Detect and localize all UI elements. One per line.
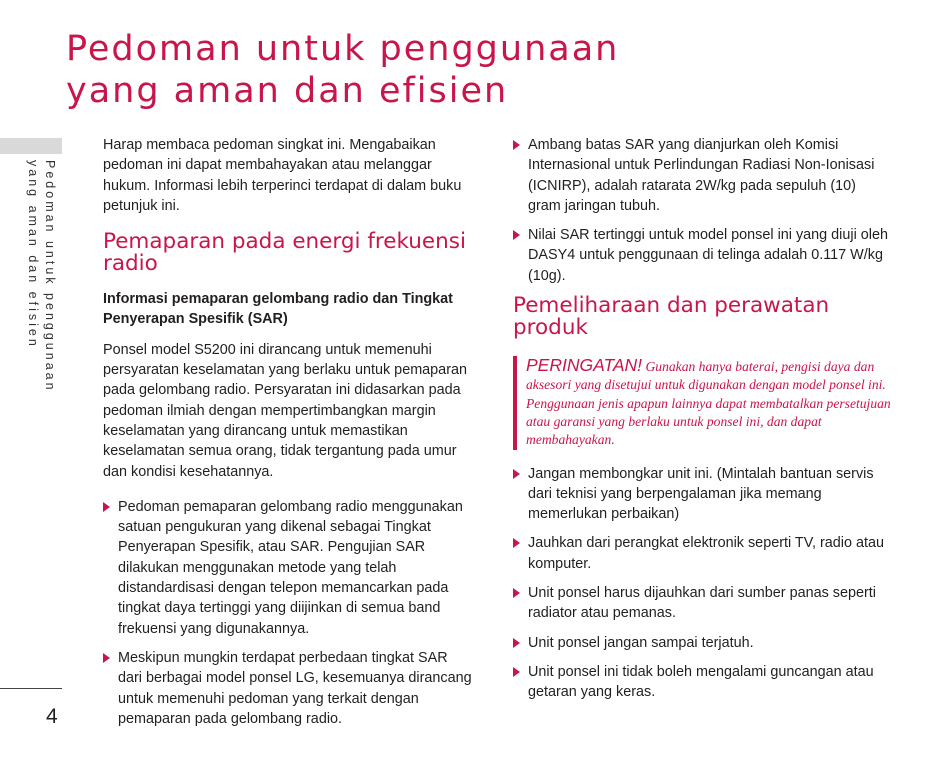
body-paragraph: Ponsel model S5200 ini dirancang untuk memenuhi persyaratan keselamatan yang berlaku untuk pemaparan pada gelombang radio. Persyaratan ini didasarkan pada pedoman ilmiah dengan mempertimbangkan margin keselamatan yang dirancang untuk memastikan keselamatan semua orang, tidak tergantung pada umur dan kondisi kesehatannya. xyxy=(103,341,467,480)
page-number: 4 xyxy=(46,705,58,728)
bullet-item: Unit ponsel ini tidak boleh mengalami guncangan atau getaran yang keras. xyxy=(513,662,891,703)
side-divider xyxy=(0,688,62,689)
bullet-item: Unit ponsel jangan sampai terjatuh. xyxy=(513,633,891,653)
page-title xyxy=(66,28,619,112)
bullet-item: Unit ponsel harus dijauhkan dari sumber panas seperti radiator atau pemanas. xyxy=(513,583,891,624)
section-heading-maintenance: Pemeliharaan dan perawatan produk xyxy=(513,293,830,341)
side-tab-bar xyxy=(0,138,62,154)
bullet-item: Jauhkan dari perangkat elektronik seperti TV, radio atau komputer. xyxy=(513,533,891,574)
warning-label: PERINGATAN! xyxy=(526,355,643,376)
bullet-item: Pedoman pemaparan gelombang radio menggunakan satuan pengukuran yang dikenal sebagai Tingkat Penyerapan Spesifik, atau SAR. Pengujian SAR dilakukan menggunakan metode yang telah distandardisasi dengan telepon memancarkan pada tingkat daya tertinggi yang diijinkan di semua band frekuensi yang digunakannya. xyxy=(103,497,475,639)
side-section-label xyxy=(24,160,58,393)
bullet-item: Jangan membongkar unit ini. (Mintalah bantuan servis dari teknisi yang berpengalaman jika memang memerlukan perbaikan) xyxy=(513,464,891,525)
bullet-item: Meskipun mungkin terdapat perbedaan tingkat SAR dari berbagai model ponsel LG, kesemuanya dirancang untuk memenuhi pedoman yang terkait dengan pemaparan pada gelombang radio. xyxy=(103,648,475,729)
section-heading-rf-exposure: Pemaparan pada energi frekuensi radio xyxy=(103,229,466,277)
bullet-item: Ambang batas SAR yang dianjurkan oleh Komisi Internasional untuk Perlindungan Radiasi Non-Ionisasi (ICNIRP), adalah ratarata 2W/kg pada sepuluh (10) gram jaringan tubuh. xyxy=(513,135,891,216)
right-column xyxy=(513,135,891,712)
subheading-sar: Informasi pemaparan gelombang radio dan Tingkat Penyerapan Spesifik (SAR) xyxy=(103,291,453,328)
intro-paragraph: Harap membaca pedoman singkat ini. Mengabaikan pedoman ini dapat membahayakan atau melanggar hukum. Informasi lebih terperinci terdapat di dalam buku petunjuk ini. xyxy=(103,137,462,214)
warning-box xyxy=(513,356,891,449)
bullet-item: Nilai SAR tertinggi untuk model ponsel ini yang diuji oleh DASY4 untuk penggunaan di telinga adalah 0.117 W/kg (10g). xyxy=(513,225,891,286)
side-label-line-2: yang aman dan efisien xyxy=(26,160,40,349)
warning-text: Gunakan hanya baterai, pengisi daya dan aksesori yang disetujui untuk digunakan dengan model ponsel ini. Penggunaan jenis apapun lainnya dapat membatalkan persetujuan atau garansi yang berlaku untuk ponsel ini, dan dapat membahayakan. xyxy=(526,359,891,448)
left-column xyxy=(103,135,475,738)
page-title-line-1: Pedoman untuk penggunaan xyxy=(66,29,620,69)
side-label-line-1: Pedoman untuk penggunaan xyxy=(43,160,57,393)
page-title-line-2: yang aman dan efisien xyxy=(66,71,509,111)
